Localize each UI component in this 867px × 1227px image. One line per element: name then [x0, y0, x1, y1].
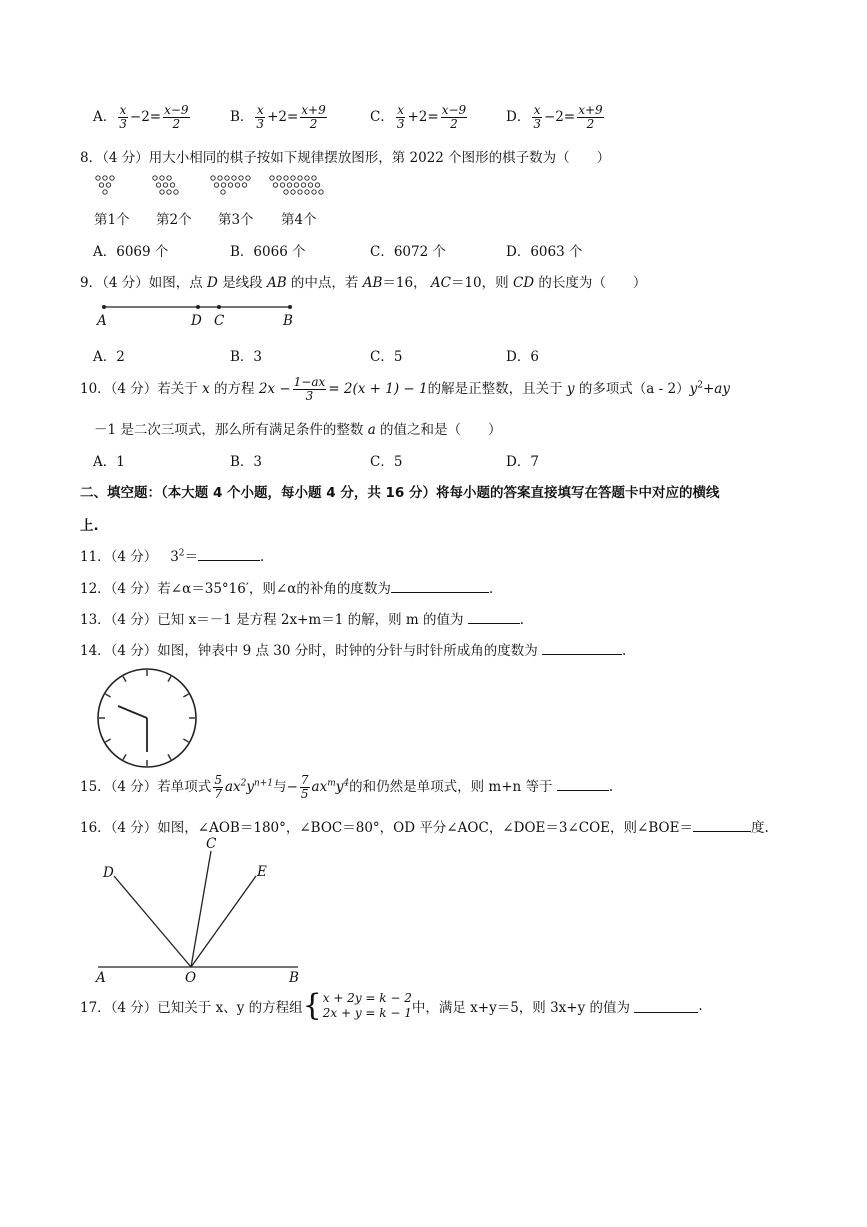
q8-stem: 8．（4 分）用大小相同的棋子按如下规律摆放图形，第 2022 个图形的棋子数为（ ） [80, 150, 611, 166]
q7-option-a[interactable]: A． $\frac{x}{3}$ −2= $\frac{x-9}{2}$ [93, 103, 189, 131]
hour-hand [118, 706, 147, 718]
q11-stem: 11．（4 分） $3^2=$ . [80, 548, 265, 565]
q10-stem-line2: －1 是二次三项式，那么所有满足条件的整数 a 的值之和是（ ） [94, 422, 502, 438]
clock-tick [183, 739, 188, 742]
q9-point-a-label: A [97, 313, 107, 329]
q8-figure-label-2: 第2个 [156, 212, 192, 228]
q12-answer-blank[interactable] [391, 580, 489, 593]
clock-tick [105, 739, 110, 742]
q14-answer-blank[interactable] [542, 642, 622, 655]
q16-label-a: A [96, 970, 106, 986]
q7-option-d[interactable]: D． $\frac{x}{3}$ −2= $\frac{x+9}{2}$ [506, 103, 603, 131]
q9-option-b[interactable]: B．3 [230, 349, 263, 365]
q8-option-a[interactable]: A．6069 个 [93, 244, 169, 260]
q11-answer-blank[interactable] [198, 548, 260, 561]
section-2-heading-cont: 上. [80, 518, 99, 534]
q8-option-d[interactable]: D．6063 个 [506, 244, 583, 260]
clock-tick [168, 754, 171, 759]
q16-stem: 16．（4 分）如图，∠AOB＝180°，∠BOC＝80°，OD 平分∠AOC，∠DOE＝3∠COE，则∠BOE＝ 度. [80, 820, 769, 836]
q9-point-b-label: B [283, 313, 293, 329]
clock-tick [105, 694, 110, 697]
clock-tick [168, 676, 171, 681]
q16-label-e: E [257, 864, 267, 880]
q9-point-d-label: D [191, 313, 202, 329]
q10-option-a[interactable]: A．1 [93, 454, 125, 470]
q9-point-c-label: C [214, 313, 225, 329]
clock-tick [123, 676, 126, 681]
clock-tick [183, 694, 188, 697]
q9-option-d[interactable]: D．6 [506, 349, 539, 365]
q9-option-c[interactable]: C．5 [370, 349, 403, 365]
q8-option-c[interactable]: C．6072 个 [370, 244, 446, 260]
q16-label-c: C [206, 836, 217, 852]
q16-angle-figure [94, 836, 310, 976]
q16-label-d: D [103, 865, 114, 881]
q13-stem: 13．（4 分）已知 x＝－1 是方程 2x+m＝1 的解，则 m 的值为 . [80, 612, 525, 628]
q7-option-b[interactable]: B． $\frac{x}{3}$ +2= $\frac{x+9}{2}$ [230, 103, 326, 131]
q8-figure-label-3: 第3个 [218, 212, 254, 228]
q15-stem: 15．（4 分）若单项式 $\frac{5}{7}$ $ax^2y^{n+1}$与− $\frac{7}{5}$ $ax^my^4$的和仍然是单项式，则 m+n 等于 . [80, 773, 614, 801]
clock-tick [123, 754, 126, 759]
q17-answer-blank[interactable] [634, 1000, 698, 1013]
section-2-heading: 二、填空题：（本大题 4 个小题，每小题 4 分，共 16 分）将每小题的答案直接填写在答题卡中对应的横线 [80, 485, 720, 501]
q17-equation-system: x + 2y = k − 2 2x + y = k − 1 [322, 991, 412, 1020]
q16-label-o: O [185, 970, 197, 986]
q8-option-b[interactable]: B．6066 个 [230, 244, 306, 260]
q12-stem: 12．（4 分）若∠α＝35°16′，则∠α的补角的度数为 . [80, 581, 494, 597]
q7-option-c[interactable]: C． $\frac{x}{3}$ +2= $\frac{x-9}{2}$ [370, 103, 467, 131]
q15-answer-blank[interactable] [557, 778, 609, 791]
q17-stem: 17．（4 分）已知关于 x、y 的方程组{ x + 2y = k − 2 2x + y = k − 1 中，满足 x+y＝5，则 3x+y 的值为 . [80, 988, 703, 1023]
q13-answer-blank[interactable] [468, 611, 520, 624]
q10-stem-line1: 10．（4 分）若关于 x 的方程 2x − $\frac{1-ax}{3}$ = 2(x + 1) − 1的解是正整数，且关于 y 的多项式$(a - 2)y^2+ay$ [80, 375, 730, 403]
q9-stem: 9．（4 分）如图，点 D 是线段 AB 的中点，若 AB＝16， AC＝10，则 CD 的长度为（ ） [80, 275, 647, 291]
q8-pattern-figure [92, 172, 332, 200]
q10-option-c[interactable]: C．5 [370, 454, 403, 470]
q14-clock-figure [94, 665, 200, 771]
q14-stem: 14．（4 分）如图，钟表中 9 点 30 分时，时钟的分针与时针所成角的度数为 . [80, 643, 627, 659]
q9-option-a[interactable]: A．2 [93, 349, 125, 365]
q16-label-b: B [289, 970, 299, 986]
q10-option-b[interactable]: B．3 [230, 454, 263, 470]
q8-figure-label-1: 第1个 [94, 212, 130, 228]
q10-option-d[interactable]: D．7 [506, 454, 539, 470]
q16-answer-blank[interactable] [693, 819, 751, 832]
q8-figure-label-4: 第4个 [281, 212, 317, 228]
